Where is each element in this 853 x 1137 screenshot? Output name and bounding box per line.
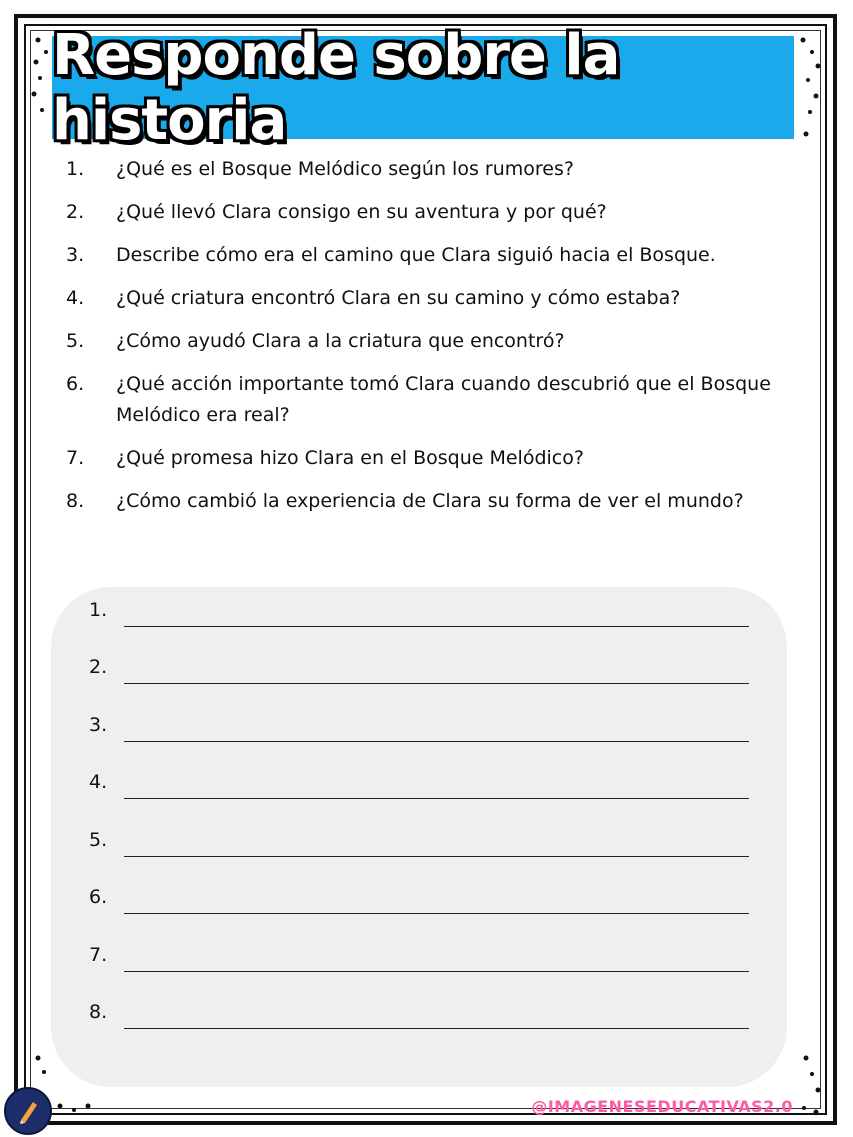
question-item	[66, 154, 796, 185]
answer-line-row[interactable]	[89, 827, 749, 857]
answer-number: 7.	[89, 944, 108, 966]
question-item	[66, 283, 796, 314]
answer-number: 4.	[89, 771, 108, 793]
answer-number: 6.	[89, 886, 108, 908]
title-banner	[52, 22, 794, 153]
answer-number: 3.	[89, 714, 108, 736]
answer-number: 8.	[89, 1001, 108, 1023]
question-item	[66, 486, 796, 517]
answer-line[interactable]	[124, 683, 749, 684]
answer-line-row[interactable]	[89, 884, 749, 914]
answer-line-row[interactable]	[89, 942, 749, 972]
answer-line[interactable]	[124, 626, 749, 627]
answer-line[interactable]	[124, 798, 749, 799]
question-item	[66, 443, 796, 474]
question-item	[66, 369, 796, 431]
answer-number: 2.	[89, 656, 108, 678]
question-number: 5.	[66, 330, 85, 352]
question-number: 3.	[66, 244, 85, 266]
answer-line-row[interactable]	[89, 712, 749, 742]
page-title: Responde sobre la historia	[52, 22, 620, 153]
question-number: 4.	[66, 287, 85, 309]
question-text: ¿Qué criatura encontró Clara en su camino y cómo estaba?	[116, 287, 681, 309]
question-item	[66, 326, 796, 357]
answer-line[interactable]	[124, 971, 749, 972]
answer-number: 5.	[89, 829, 108, 851]
question-item	[66, 240, 796, 271]
answer-line-row[interactable]	[89, 654, 749, 684]
question-number: 2.	[66, 201, 85, 223]
question-item	[66, 197, 796, 228]
answer-line[interactable]	[124, 741, 749, 742]
watermark: @IMAGENESEDUCATIVAS2.0	[531, 1097, 793, 1116]
answer-line-row[interactable]	[89, 999, 749, 1029]
question-number: 8.	[66, 490, 85, 512]
question-text: ¿Qué es el Bosque Melódico según los rumores?	[116, 158, 574, 180]
logo-badge	[4, 1087, 52, 1135]
answer-line[interactable]	[124, 1028, 749, 1029]
question-text: ¿Qué promesa hizo Clara en el Bosque Melódico?	[116, 447, 584, 469]
answer-number: 1.	[89, 599, 108, 621]
question-number: 1.	[66, 158, 85, 180]
question-number: 6.	[66, 373, 85, 395]
answer-line[interactable]	[124, 913, 749, 914]
question-text: ¿Cómo cambió la experiencia de Clara su forma de ver el mundo?	[116, 490, 744, 512]
question-text: ¿Cómo ayudó Clara a la criatura que encontró?	[116, 330, 565, 352]
pencil-icon	[13, 1096, 43, 1126]
answer-line-row[interactable]	[89, 769, 749, 799]
question-text: ¿Qué acción importante tomó Clara cuando descubrió que el Bosque Melódico era real?	[116, 373, 771, 426]
question-text: Describe cómo era el camino que Clara siguió hacia el Bosque.	[116, 244, 716, 266]
answer-line[interactable]	[124, 856, 749, 857]
question-list	[66, 154, 796, 529]
question-number: 7.	[66, 447, 85, 469]
answer-line-row[interactable]	[89, 597, 749, 627]
answer-panel	[51, 587, 787, 1087]
question-text: ¿Qué llevó Clara consigo en su aventura y por qué?	[116, 201, 607, 223]
